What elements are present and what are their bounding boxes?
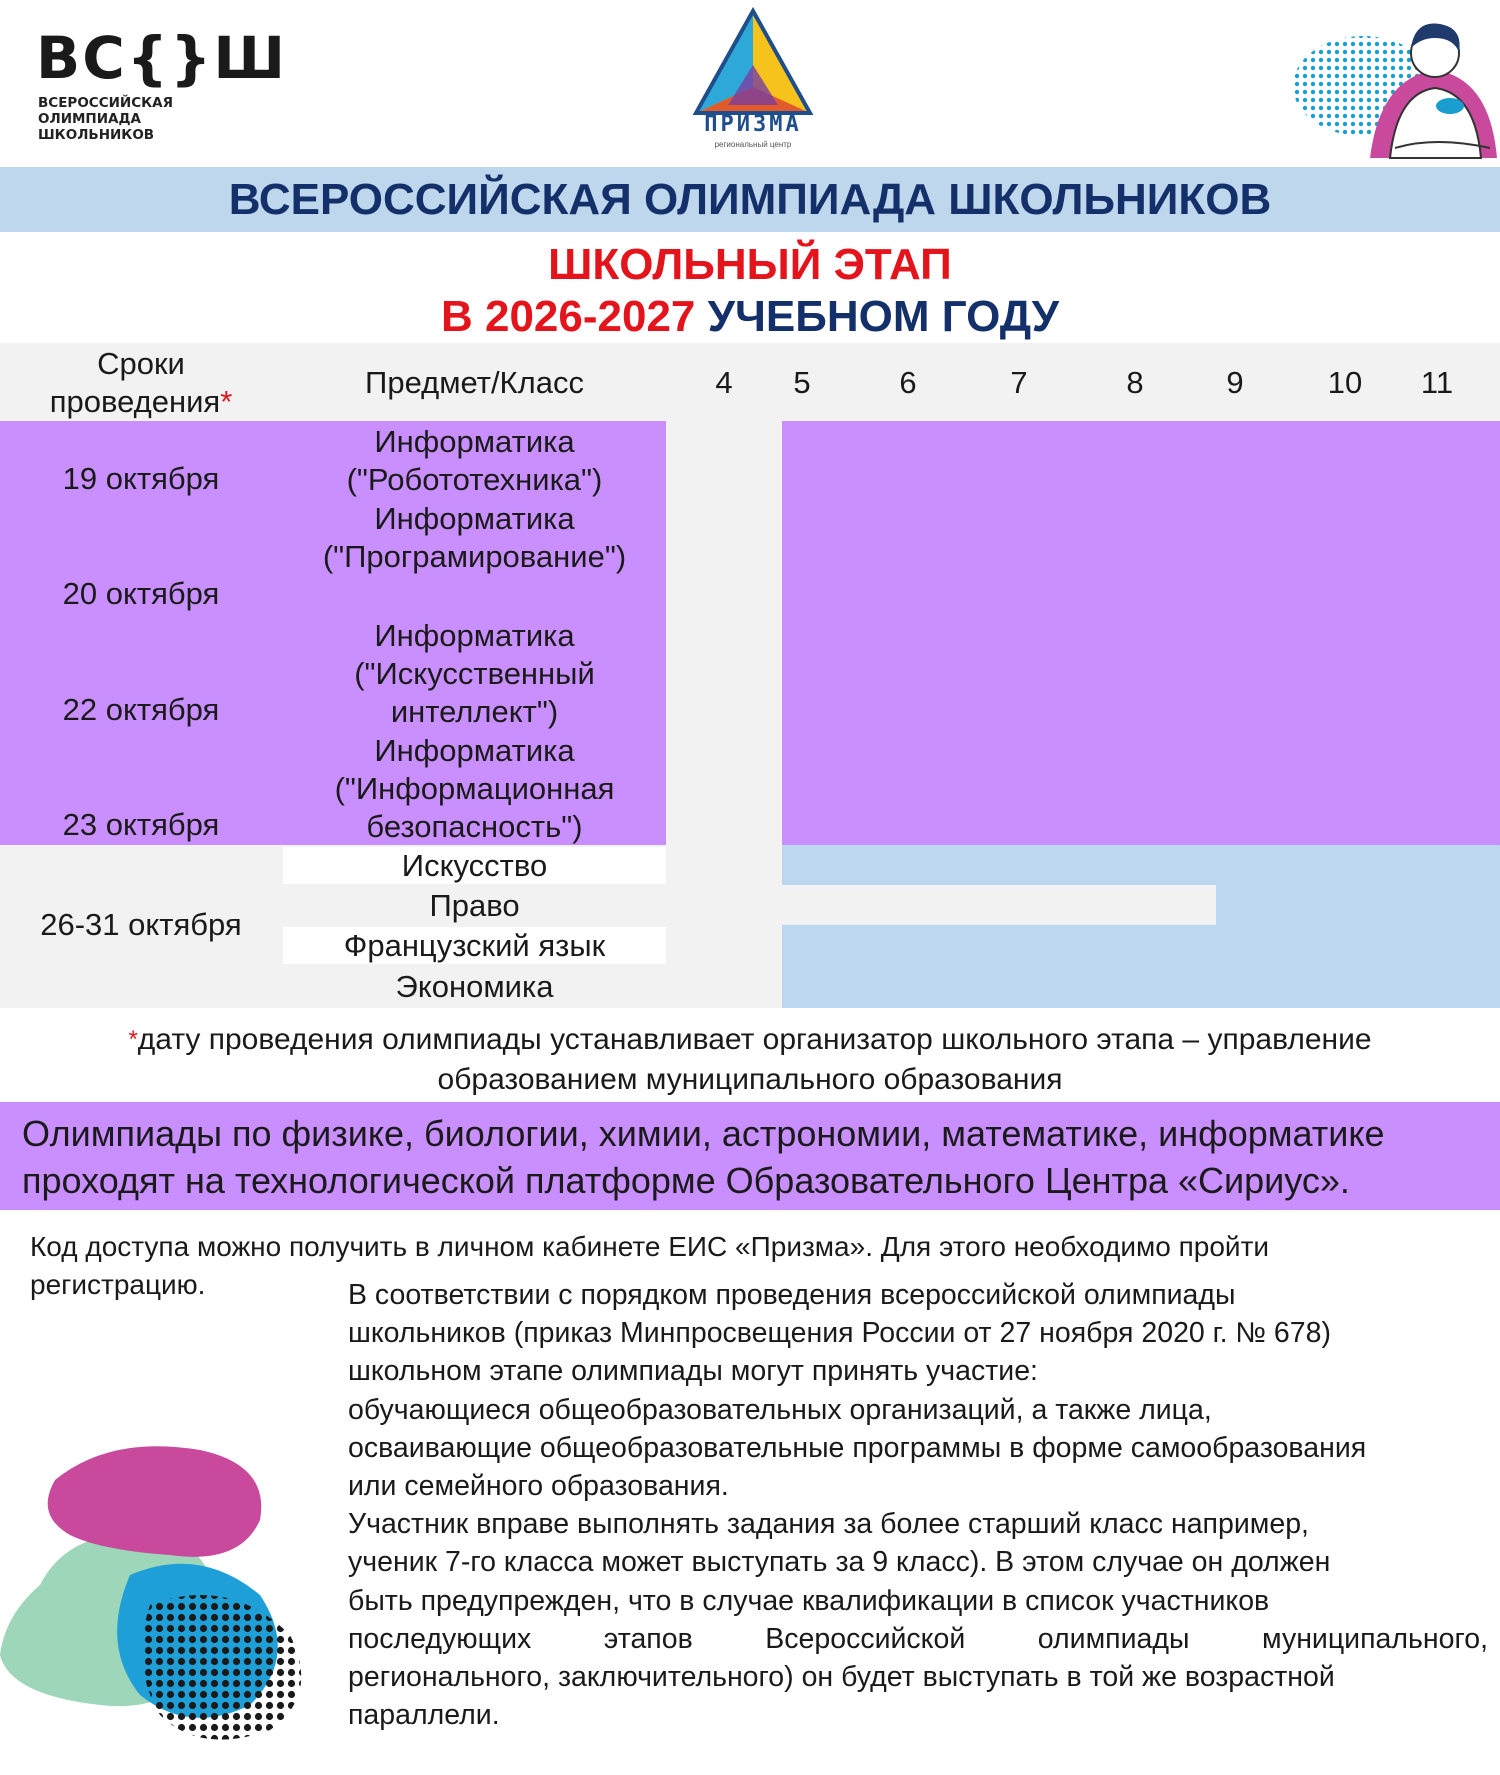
stage-title: ШКОЛЬНЫЙ ЭТАП xyxy=(548,240,952,289)
footnote-line1: *дату проведения олимпиады устанавливает организатор школьного этапа – управление xyxy=(128,1023,1372,1056)
row-subject-line: ("Робототехника") xyxy=(346,462,603,497)
header-dates-line2: проведения* xyxy=(49,384,233,419)
header-dates-line1: Сроки xyxy=(97,346,185,381)
rules-line: быть предупрежден, что в случае квалификации в список участников xyxy=(348,1584,1270,1617)
row-date: 23 октября xyxy=(62,807,220,842)
year-title xyxy=(0,292,1500,342)
access-line: Код доступа можно получить в личном кабинете ЕИС «Призма». Для этого необходимо пройти xyxy=(30,1231,1270,1262)
vsosh-caption-line: ВСЕРОССИЙСКАЯ xyxy=(38,95,173,111)
row-subject-line: безопасность") xyxy=(366,809,583,844)
lower-grades-bg xyxy=(782,845,1500,1008)
row-date: 20 октября xyxy=(62,576,220,611)
header-grade-7: 7 xyxy=(1010,365,1028,400)
row-subject xyxy=(283,423,666,499)
rules-line: обучающиеся общеобразовательных организаций, а также лица, xyxy=(348,1393,1212,1426)
year-range: В 2026-2027 xyxy=(440,292,696,341)
access-line: регистрацию. xyxy=(30,1269,206,1300)
rules-line: школьников (приказ Минпросвещения России от 27 ноября 2020 г. № 678) xyxy=(348,1317,1331,1350)
row-subject-line: ("Искусственный xyxy=(354,656,595,691)
header-dates xyxy=(0,345,282,421)
row-subject-line: Информатика xyxy=(374,424,575,459)
row-subject-line: интеллект") xyxy=(390,694,559,729)
row-date: 19 октября xyxy=(62,461,220,496)
decorative-blob-icon xyxy=(0,1425,330,1745)
row-date: 26-31 октября xyxy=(40,907,242,942)
rules-line: регионального, заключительного) он будет выступать в той же возрастной xyxy=(348,1661,1335,1694)
row-subject-line: Информатика xyxy=(374,618,575,653)
grade-4-column-bg xyxy=(666,421,782,845)
prizma-subtitle: региональный центр xyxy=(714,140,792,149)
row-subject-line: Информатика xyxy=(374,501,575,536)
header-grade-5: 5 xyxy=(793,365,811,400)
rules-text xyxy=(348,1276,1488,1734)
sirius-line: проходят на технологической платформе Образовательного Центра «Сириус». xyxy=(22,1160,1350,1201)
row-date: 22 октября xyxy=(62,692,220,727)
row-subject: Французский язык xyxy=(343,928,606,963)
footnote-line2: образованием муниципального образования xyxy=(437,1063,1063,1096)
header-grade-4: 4 xyxy=(715,365,733,400)
row-subject: Искусство xyxy=(401,848,548,883)
header-grade-9: 9 xyxy=(1226,365,1244,400)
rules-line: последующих этапов Всероссийской олимпиады муниципального, xyxy=(348,1622,1488,1655)
row-subject xyxy=(283,732,666,846)
vsosh-caption-line: ОЛИМПИАДА xyxy=(38,111,141,127)
main-title: ВСЕРОССИЙСКАЯ ОЛИМПИАДА ШКОЛЬНИКОВ xyxy=(228,175,1272,224)
rules-line: или семейного образования. xyxy=(348,1470,729,1503)
row-subject xyxy=(283,500,666,576)
student-illustration xyxy=(1285,8,1500,166)
pravo-grades-5-9-empty xyxy=(782,885,1216,925)
rules-line: В соответствии с порядком проведения всероссийской олимпиады xyxy=(348,1279,1236,1311)
rules-line: осваивающие общеобразовательные программы в форме самообразования xyxy=(348,1431,1367,1464)
row-subject-line: ("Програмирование") xyxy=(322,539,627,574)
row-subject-line: ("Информационная xyxy=(334,771,615,806)
rules-line: Участник вправе выполнять задания за более старший класс например, xyxy=(348,1508,1309,1541)
row-subject xyxy=(283,617,666,731)
prizma-name: ПРИЗМА xyxy=(704,112,802,137)
header-subject: Предмет/Класс xyxy=(365,365,584,400)
row-subject: Право xyxy=(429,888,520,923)
informatics-grades-5-11 xyxy=(782,421,1500,845)
sirius-text xyxy=(22,1110,1500,1204)
row-subject: Экономика xyxy=(395,969,554,1004)
rules-line: ученик 7-го класса может выступать за 9 класс). В этом случае он должен xyxy=(348,1546,1331,1579)
header-grade-10: 10 xyxy=(1327,365,1363,400)
rules-line: школьном этапе олимпиады могут принять участие: xyxy=(348,1355,1038,1388)
vsosh-logo: ВС{}Ш xyxy=(36,24,288,92)
row-subject-line: Информатика xyxy=(374,733,575,768)
vsosh-caption-line: ШКОЛЬНИКОВ xyxy=(38,127,155,143)
year-suffix: УЧЕБНОМ ГОДУ xyxy=(707,292,1060,341)
header-grade-8: 8 xyxy=(1126,365,1144,400)
footnote xyxy=(30,1020,1470,1100)
rules-line: параллели. xyxy=(348,1699,500,1732)
vsosh-logo-caption xyxy=(38,95,173,143)
header-grade-6: 6 xyxy=(899,365,917,400)
header-grade-11: 11 xyxy=(1420,365,1454,400)
sirius-line: Олимпиады по физике, биологии, химии, астрономии, математике, информатике xyxy=(22,1113,1385,1154)
